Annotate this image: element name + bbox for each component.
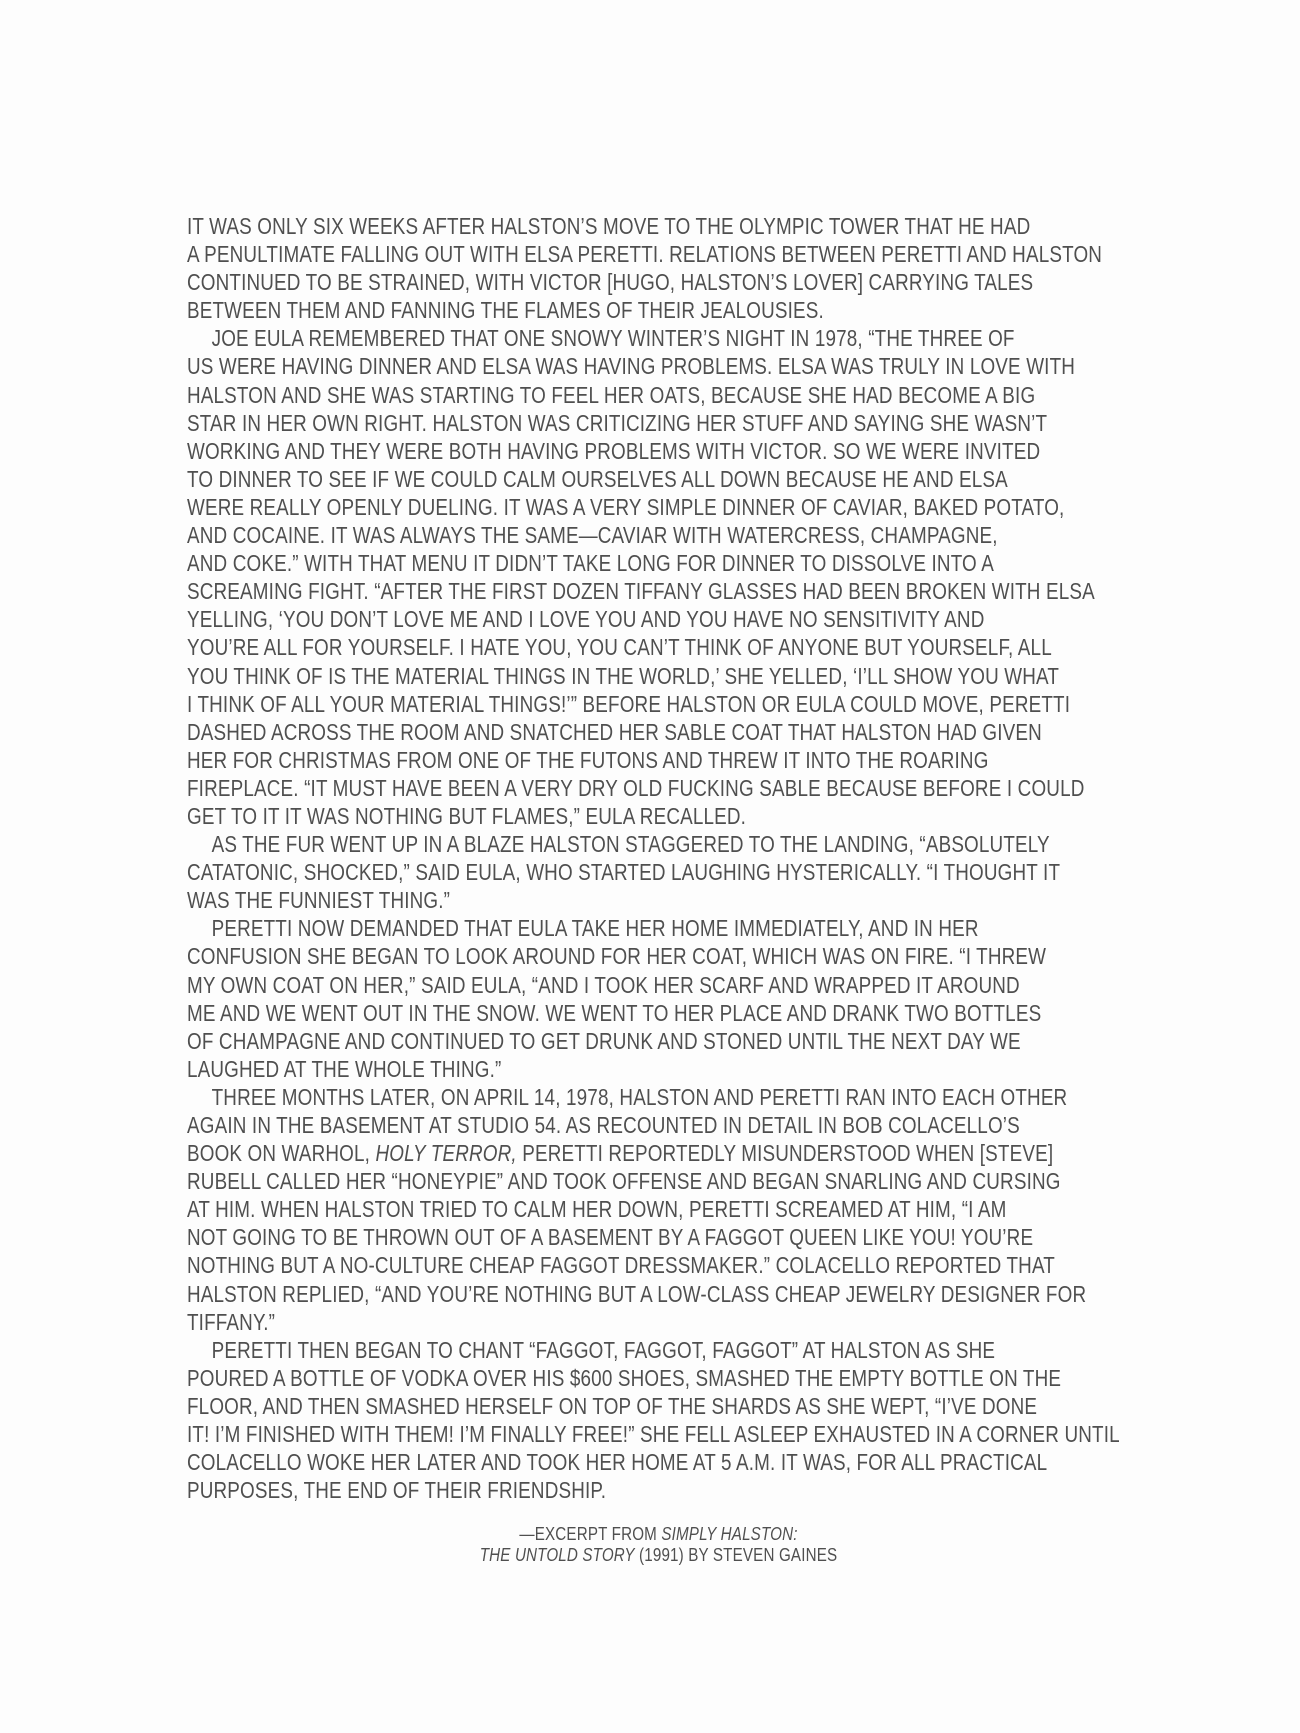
text-line (187, 296, 1130, 324)
text-segment: OF CHAMPAGNE AND CONTINUED TO GET DRUNK AND STONED UNTIL THE NEXT DAY WE (187, 1027, 1021, 1054)
text-line (187, 1223, 1130, 1251)
text-line (187, 802, 1130, 830)
paragraph (187, 1336, 1130, 1505)
text-line (187, 1139, 1130, 1167)
text-segment: SCREAMING FIGHT. “AFTER THE FIRST DOZEN TIFFANY GLASSES HAD BEEN BROKEN WITH ELSA (187, 578, 1095, 605)
text-line (187, 605, 1130, 633)
text-segment: —EXCERPT FROM (519, 1523, 662, 1545)
text-segment: A PENULTIMATE FALLING OUT WITH ELSA PERETTI. RELATIONS BETWEEN PERETTI AND HALSTON (187, 241, 1103, 268)
text-line (187, 1336, 1130, 1364)
text-line (187, 1027, 1130, 1055)
credit-line (187, 1523, 1130, 1544)
text-segment: GET TO IT IT WAS NOTHING BUT FLAMES,” EULA RECALLED. (187, 802, 747, 829)
text-segment: RUBELL CALLED HER “HONEYPIE” AND TOOK OFFENSE AND BEGAN SNARLING AND CURSING (187, 1168, 1061, 1195)
text-line (187, 381, 1130, 409)
paragraph (187, 914, 1130, 1083)
text-segment: PURPOSES, THE END OF THEIR FRIENDSHIP. (187, 1477, 607, 1504)
text-segment: NOTHING BUT A NO-CULTURE CHEAP FAGGOT DRESSMAKER.” COLACELLO REPORTED THAT (187, 1252, 1055, 1279)
text-line (187, 549, 1130, 577)
text-segment: HER FOR CHRISTMAS FROM ONE OF THE FUTONS AND THREW IT INTO THE ROARING (187, 746, 989, 773)
text-line (187, 1111, 1130, 1139)
text-segment: AT HIM. WHEN HALSTON TRIED TO CALM HER DOWN, PERETTI SCREAMED AT HIM, “I AM (187, 1196, 1007, 1223)
text-line (187, 1476, 1130, 1504)
text-line (187, 324, 1130, 352)
text-line (187, 437, 1130, 465)
text-segment: YOU’RE ALL FOR YOURSELF. I HATE YOU, YOU CAN’T THINK OF ANYONE BUT YOURSELF, ALL (187, 634, 1052, 661)
text-line (187, 718, 1130, 746)
text-segment: BETWEEN THEM AND FANNING THE FLAMES OF THEIR JEALOUSIES. (187, 297, 824, 324)
text-segment: HOLY TERROR, (375, 1140, 517, 1167)
text-line (187, 1251, 1130, 1279)
text-segment: POURED A BOTTLE OF VODKA OVER HIS $600 SHOES, SMASHED THE EMPTY BOTTLE ON THE (187, 1364, 1062, 1391)
text-segment: CONTINUED TO BE STRAINED, WITH VICTOR [HUGO, HALSTON’S LOVER] CARRYING TALES (187, 269, 1034, 296)
text-segment: IT! I’M FINISHED WITH THEM! I’M FINALLY FREE!” SHE FELL ASLEEP EXHAUSTED IN A CORNER UNTIL (187, 1421, 1120, 1448)
text-line (187, 1420, 1130, 1448)
paragraph (187, 324, 1130, 830)
text-segment: THE UNTOLD STORY (479, 1544, 635, 1566)
text-line (187, 268, 1130, 296)
text-segment: PERETTI THEN BEGAN TO CHANT “FAGGOT, FAGGOT, FAGGOT” AT HALSTON AS SHE (211, 1336, 996, 1363)
text-segment: THREE MONTHS LATER, ON APRIL 14, 1978, HALSTON AND PERETTI RAN INTO EACH OTHER (211, 1083, 1068, 1110)
text-segment: FLOOR, AND THEN SMASHED HERSELF ON TOP OF THE SHARDS AS SHE WEPT, “I’VE DONE (187, 1392, 1038, 1419)
text-segment: AND COKE.” WITH THAT MENU IT DIDN’T TAKE LONG FOR DINNER TO DISSOLVE INTO A (187, 550, 994, 577)
text-line (187, 1195, 1130, 1223)
text-line (187, 1364, 1130, 1392)
text-segment: HALSTON REPLIED, “AND YOU’RE NOTHING BUT A LOW-CLASS CHEAP JEWELRY DESIGNER FOR (187, 1280, 1087, 1307)
text-segment: TIFFANY.” (187, 1308, 276, 1335)
text-line (187, 886, 1130, 914)
text-segment: NOT GOING TO BE THROWN OUT OF A BASEMENT BY A FAGGOT QUEEN LIKE YOU! YOU’RE (187, 1224, 1034, 1251)
text-segment: I THINK OF ALL YOUR MATERIAL THINGS!’” BEFORE HALSTON OR EULA COULD MOVE, PERETTI (187, 690, 1071, 717)
paragraph (187, 212, 1130, 324)
text-line (187, 999, 1130, 1027)
text-segment: LAUGHED AT THE WHOLE THING.” (187, 1055, 502, 1082)
text-line (187, 662, 1130, 690)
text-segment: BOOK ON WARHOL, (187, 1140, 376, 1167)
text-segment: WORKING AND THEY WERE BOTH HAVING PROBLEMS WITH VICTOR. SO WE WERE INVITED (187, 437, 1041, 464)
body-paragraphs (187, 212, 1130, 1504)
text-segment: STAR IN HER OWN RIGHT. HALSTON WAS CRITICIZING HER STUFF AND SAYING SHE WASN’T (187, 409, 1048, 436)
text-segment: YELLING, ‘YOU DON’T LOVE ME AND I LOVE YOU AND YOU HAVE NO SENSITIVITY AND (187, 606, 985, 633)
text-segment: MY OWN COAT ON HER,” SAID EULA, “AND I TOOK HER SCARF AND WRAPPED IT AROUND (187, 971, 1020, 998)
text-segment: AND COCAINE. IT WAS ALWAYS THE SAME—CAVIAR WITH WATERCRESS, CHAMPAGNE, (187, 522, 998, 549)
text-line (187, 521, 1130, 549)
text-line (187, 1167, 1130, 1195)
text-line (187, 409, 1130, 437)
text-line (187, 690, 1130, 718)
text-line (187, 1448, 1130, 1476)
text-line (187, 1392, 1130, 1420)
paragraph (187, 830, 1130, 914)
text-line (187, 1055, 1130, 1083)
text-segment: COLACELLO WOKE HER LATER AND TOOK HER HOME AT 5 A.M. IT WAS, FOR ALL PRACTICAL (187, 1449, 1048, 1476)
text-line (187, 493, 1130, 521)
excerpt-text-column (187, 212, 1130, 1565)
text-line (187, 774, 1130, 802)
text-segment: IT WAS ONLY SIX WEEKS AFTER HALSTON’S MOVE TO THE OLYMPIC TOWER THAT HE HAD (187, 213, 1031, 239)
excerpt-credit (187, 1523, 1130, 1565)
text-line (187, 1083, 1130, 1111)
text-segment: AS THE FUR WENT UP IN A BLAZE HALSTON STAGGERED TO THE LANDING, “ABSOLUTELY (211, 831, 1050, 858)
text-segment: HALSTON AND SHE WAS STARTING TO FEEL HER OATS, BECAUSE SHE HAD BECOME A BIG (187, 381, 1036, 408)
text-line (187, 1280, 1130, 1308)
text-line (187, 1308, 1130, 1336)
text-line (187, 858, 1130, 886)
text-segment: PERETTI REPORTEDLY MISUNDERSTOOD WHEN [STEVE] (516, 1140, 1054, 1167)
text-segment: ME AND WE WENT OUT IN THE SNOW. WE WENT TO HER PLACE AND DRANK TWO BOTTLES (187, 999, 1042, 1026)
text-line (187, 240, 1130, 268)
text-segment: SIMPLY HALSTON: (661, 1523, 798, 1545)
text-segment: YOU THINK OF IS THE MATERIAL THINGS IN THE WORLD,’ SHE YELLED, ‘I’LL SHOW YOU WHAT (187, 662, 1060, 689)
text-line (187, 577, 1130, 605)
text-line (187, 746, 1130, 774)
text-segment: US WERE HAVING DINNER AND ELSA WAS HAVING PROBLEMS. ELSA WAS TRULY IN LOVE WITH (187, 353, 1076, 380)
text-line (187, 352, 1130, 380)
credit-line (187, 1544, 1130, 1565)
text-segment: CONFUSION SHE BEGAN TO LOOK AROUND FOR HER COAT, WHICH WAS ON FIRE. “I THREW (187, 943, 1047, 970)
text-segment: WERE REALLY OPENLY DUELING. IT WAS A VERY SIMPLE DINNER OF CAVIAR, BAKED POTATO, (187, 493, 1065, 520)
text-line (187, 942, 1130, 970)
text-segment: JOE EULA REMEMBERED THAT ONE SNOWY WINTER’S NIGHT IN 1978, “THE THREE OF (211, 325, 1015, 352)
text-line (187, 914, 1130, 942)
text-segment: CATATONIC, SHOCKED,” SAID EULA, WHO STARTED LAUGHING HYSTERICALLY. “I THOUGHT IT (187, 859, 1061, 886)
text-segment: TO DINNER TO SEE IF WE COULD CALM OURSELVES ALL DOWN BECAUSE HE AND ELSA (187, 465, 1008, 492)
text-segment: WAS THE FUNNIEST THING.” (187, 887, 451, 914)
text-segment: DASHED ACROSS THE ROOM AND SNATCHED HER SABLE COAT THAT HALSTON HAD GIVEN (187, 718, 1042, 745)
text-line (187, 465, 1130, 493)
text-line (187, 830, 1130, 858)
paragraph (187, 1083, 1130, 1336)
text-segment: FIREPLACE. “IT MUST HAVE BEEN A VERY DRY OLD FUCKING SABLE BECAUSE BEFORE I COULD (187, 774, 1085, 801)
text-segment: (1991) BY STEVEN GAINES (634, 1544, 838, 1566)
text-line (187, 212, 1130, 240)
text-line (187, 633, 1130, 661)
text-segment: AGAIN IN THE BASEMENT AT STUDIO 54. AS RECOUNTED IN DETAIL IN BOB COLACELLO’S (187, 1112, 1020, 1138)
text-segment: PERETTI NOW DEMANDED THAT EULA TAKE HER HOME IMMEDIATELY, AND IN HER (211, 915, 979, 942)
text-line (187, 971, 1130, 999)
